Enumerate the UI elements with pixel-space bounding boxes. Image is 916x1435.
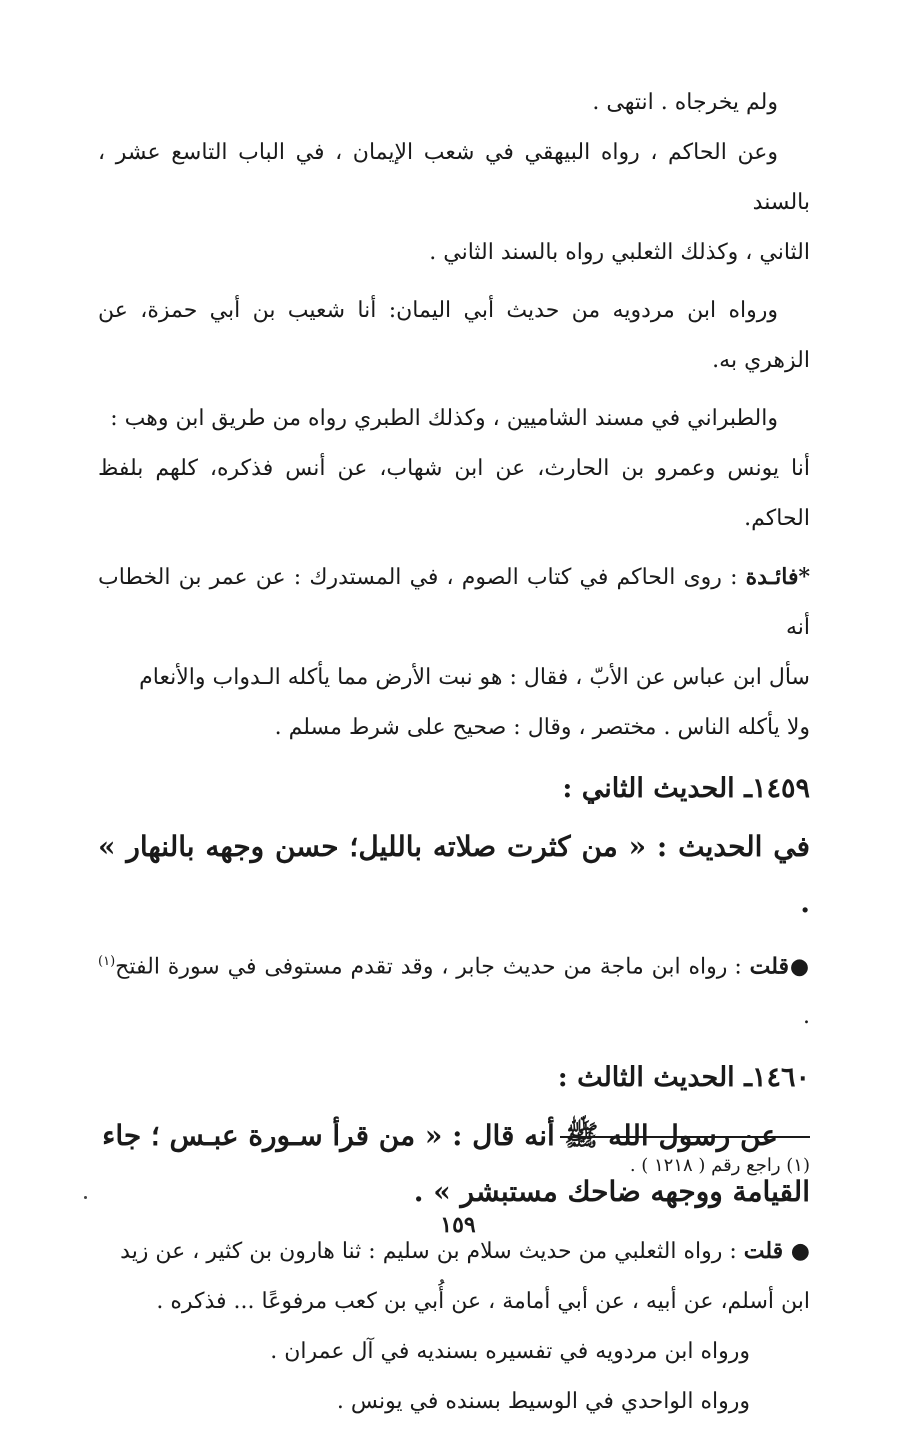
qult-line: ابن أسلم، عن أبيه ، عن أبي أمامة ، عن أُبي بن كعب مرفوعًا ... فذكره . xyxy=(156,1289,810,1315)
scan-speck xyxy=(84,1196,87,1199)
intro-line: ولم يخرجاه . انتهى . xyxy=(592,90,778,115)
hadith-heading-1460: ١٤٦٠ـ الحديث الثالث : xyxy=(557,1062,810,1094)
qult-text: : رواه الثعلبي من حديث سلام بن سليم : ثنا هارون بن كثير ، عن زيد xyxy=(120,1239,737,1265)
footnote-divider xyxy=(560,1136,810,1138)
qult-label: ●قلت xyxy=(749,953,810,980)
hadith-heading-1459: ١٤٥٩ـ الحديث الثاني : xyxy=(562,773,810,804)
footnote-reference: (١) xyxy=(98,954,116,969)
paragraph-line: وعن الحاكم ، رواه البيهقي في شعب الإيمان ، في الباب التاسع عشر ، بالسند xyxy=(98,140,810,215)
paragraph-tabarani xyxy=(98,394,810,544)
page-number: ١٥٩ xyxy=(440,1212,476,1238)
hadith-line: عن رسول الله ﷺ أنه قال : « من قرأ سـورة عبـس ؛ جاء xyxy=(102,1119,778,1153)
hadith-line: القيامة ووجهه ضاحك مستبشر » . xyxy=(413,1175,810,1209)
qult-line: ورواه الواحدي في الوسيط بسنده في يونس . xyxy=(336,1389,750,1415)
qult-1459 xyxy=(98,937,810,1042)
paragraph-line: والطبراني في مسند الشاميين ، وكذلك الطبري رواه من طريق ابن وهب : xyxy=(110,406,778,431)
qult-1460 xyxy=(98,1226,810,1427)
footnote: (١) راجع رقم ( ١٢١٨ ) . xyxy=(629,1155,810,1176)
paragraph-mardawayh xyxy=(98,286,810,386)
qult-label: ● قلت xyxy=(743,1238,810,1265)
fayda-note xyxy=(98,552,810,753)
qult-text: : رواه ابن ماجة من حديث جابر ، وقد تقدم مستوفى في سورة الفتح xyxy=(115,954,742,980)
qult-end: . xyxy=(803,1004,810,1030)
paragraph-hakim xyxy=(98,128,810,278)
fayda-line: : روى الحاكم في كتاب الصوم ، في المستدرك : عن عمر بن الخطاب أنه xyxy=(98,565,810,640)
paragraph-line: ورواه ابن مردويه من حديث أبي اليمان: أنا شعيب بن أبي حمزة، عن الزهري به. xyxy=(98,298,810,373)
fayda-label: *فائـدة xyxy=(745,564,810,590)
hadith-quote: « من كثرت صلاته بالليل؛ حسن وجهه بالنهار » . xyxy=(98,830,810,919)
hadith-label: في الحديث : xyxy=(656,830,810,863)
paragraph-line: الثاني ، وكذلك الثعلبي رواه بالسند الثاني . xyxy=(429,240,810,265)
hadith-text-1459 xyxy=(98,819,810,931)
qult-line: ورواه ابن مردويه في تفسيره بسنديه في آل عمران . xyxy=(270,1339,750,1365)
fayda-line: ولا يأكله الناس . مختصر ، وقال : صحيح على شرط مسلم . xyxy=(274,715,810,740)
paragraph-line: أنا يونس وعمرو بن الحارث، عن ابن شهاب، عن أنس فذكره، كلهم بلفظ الحاكم. xyxy=(98,456,810,531)
fayda-line: سأل ابن عباس عن الأبّ ، فقال : هو نبت الأرض مما يأكله الـدواب والأنعام xyxy=(139,665,810,690)
